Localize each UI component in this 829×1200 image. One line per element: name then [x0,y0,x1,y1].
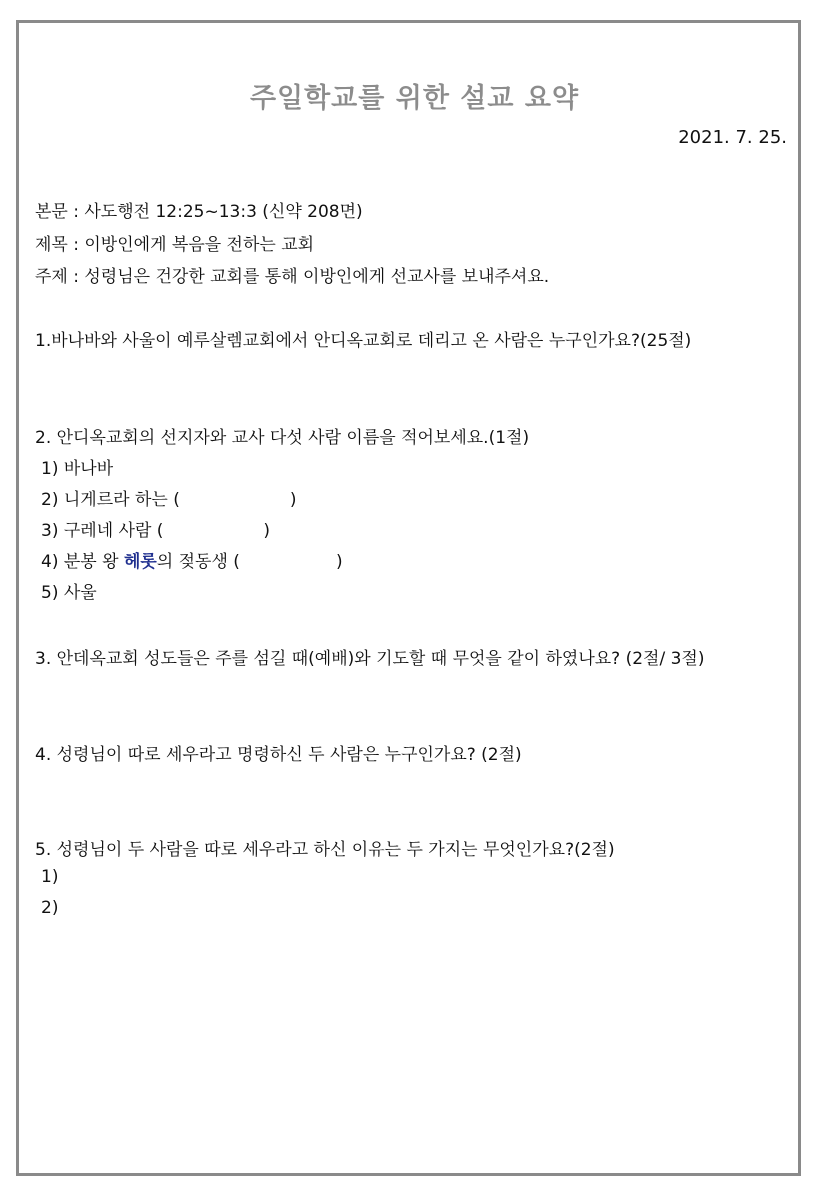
item-2-close: ) [289,490,297,510]
question-5: 5. 성령님이 두 사람을 따로 세우라고 하신 이유는 두 가지는 무엇인가요?(2절) [35,840,615,860]
question-5-item-1: 1) [41,867,59,887]
theme-line: 주제 : 성령님은 건강한 교회를 통해 이방인에게 선교사를 보내주셔요. [35,267,550,287]
question-2-item-4 [41,547,343,572]
question-2-item-2 [41,485,296,510]
item-2-label: 2) 니게르라 하는 ( [41,490,180,510]
question-2: 2. 안디옥교회의 선지자와 교사 다섯 사람 이름을 적어보세요.(1절) [35,428,530,448]
question-3: 3. 안데옥교회 성도들은 주를 섬길 때(예배)와 기도할 때 무엇을 같이 하였나요? (2절/ 3절) [35,649,705,669]
question-1: 1.바나바와 사울이 예루살렘교회에서 안디옥교회로 데리고 온 사람은 누구인가요?(25절) [35,331,692,351]
item-4-label: 4) 분봉 왕 [41,552,124,572]
question-5-item-2: 2) [41,898,59,918]
item-3-close: ) [263,521,271,541]
herod-highlight: 헤롯 [123,552,157,572]
item-4-close: ) [335,552,343,572]
document-title: 주일학교를 위한 설교 요약 [249,83,580,114]
question-2-item-1: 1) 바나바 [41,459,114,479]
question-4: 4. 성령님이 따로 세우라고 명령하신 두 사람은 누구인가요? (2절) [35,745,522,765]
item-3-label: 3) 구레네 사람 ( [41,521,164,541]
subject-line: 제목 : 이방인에게 복음을 전하는 교회 [35,235,315,255]
scripture-line: 본문 : 사도행전 12:25~13:3 (신약 208면) [35,202,363,222]
question-2-item-3 [41,516,270,541]
question-2-item-5: 5) 사울 [41,583,97,603]
document-date: 2021. 7. 25. [678,127,787,148]
item-4-middle: 의 젖동생 ( [156,552,240,572]
page-border [16,20,801,1176]
